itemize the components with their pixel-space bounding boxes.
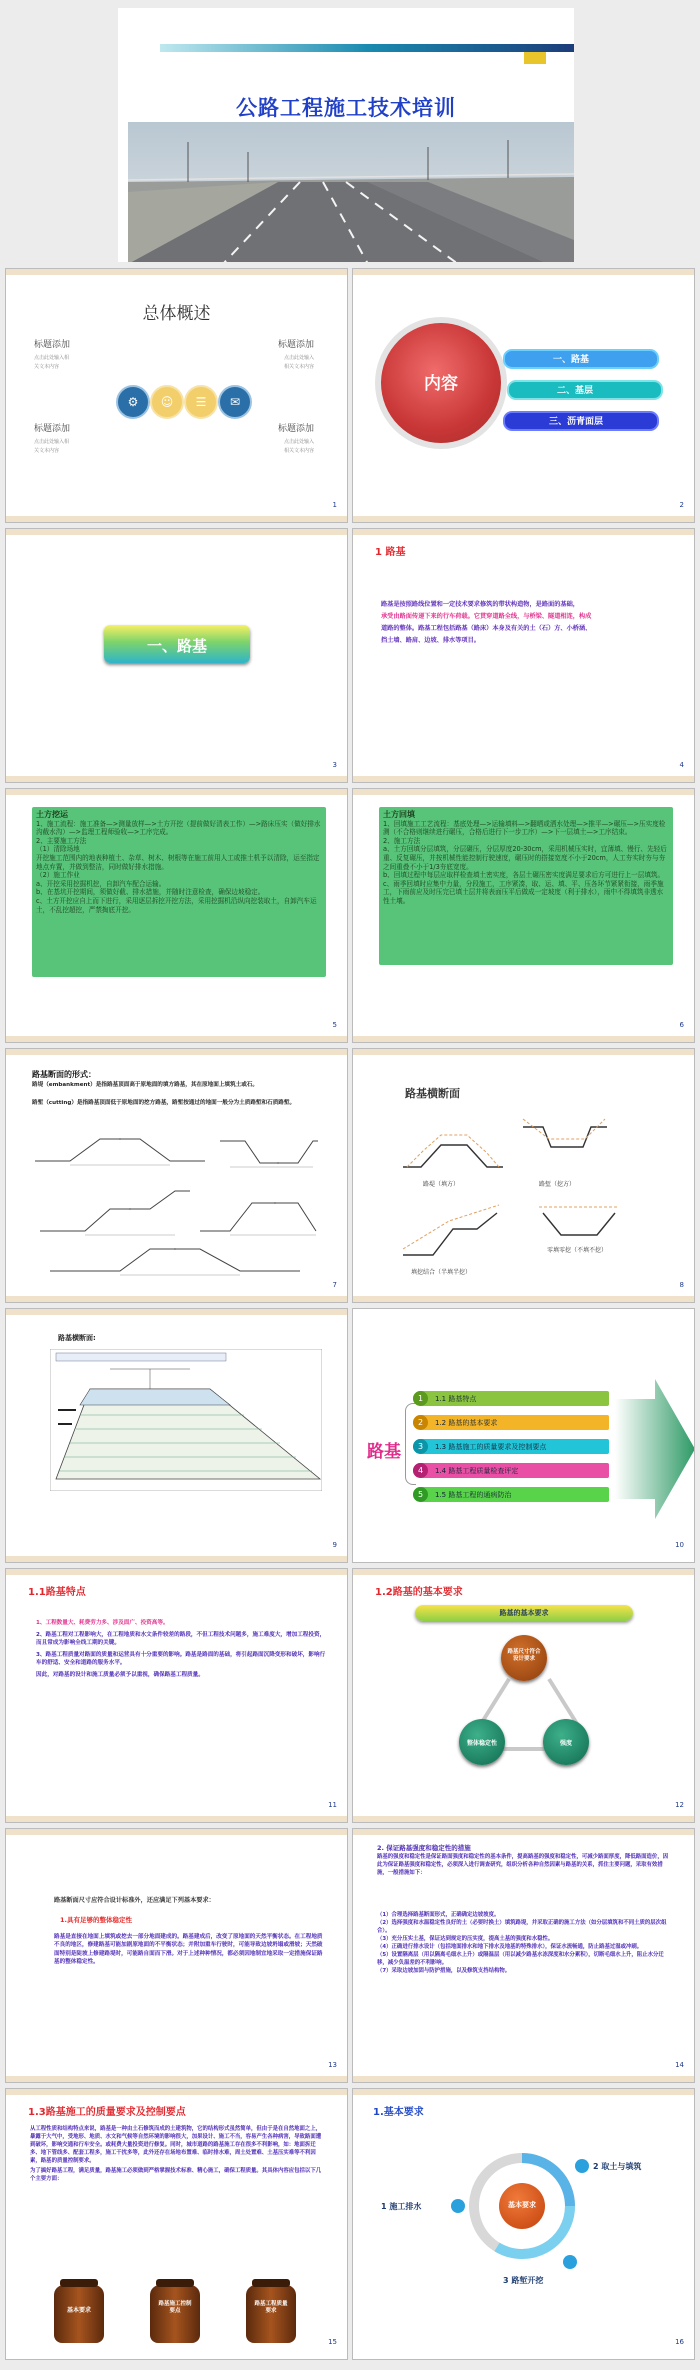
agenda-item-5-label: 1.5 路基工程的通病防治 xyxy=(435,1491,512,1499)
item-heading: 标题添加 xyxy=(278,424,315,434)
menu-item-3-label: 三、沥青面层 xyxy=(549,417,604,427)
footer-band xyxy=(353,776,694,782)
item-heading: 标题添加 xyxy=(34,424,71,434)
slide-10[interactable] xyxy=(5,1308,348,1563)
slide-6[interactable] xyxy=(5,788,348,1043)
slide-title: 1.基本要求 xyxy=(373,2107,424,2118)
header-band xyxy=(353,269,694,275)
circle-right-label: 强度 xyxy=(559,1740,572,1747)
intro: 路基断面尺寸应符合设计标准外，还应满足下列基本要求： xyxy=(54,1897,215,1904)
jar-3 xyxy=(246,2285,296,2343)
circle-icon-4: ✉ xyxy=(218,385,252,419)
header-band xyxy=(353,1829,694,1835)
header-band xyxy=(353,1569,694,1575)
box-line: 1、施工流程：施工准备—>测量放样—>土方开挖（提前做好清表工作）—>路床压实（做好排水沟截水沟）—>监理工程师验收—>工序完成。 xyxy=(36,819,321,837)
heading: 路基断面的形式： xyxy=(32,1070,96,1079)
page-number: 4 xyxy=(679,761,684,769)
box-line: c、土方开挖应自上而下进行，采用逐层拆挖开挖方法，采用挖掘机沿纵向挖装取土，自卸汽车运土，不乱挖超挖，严禁掏底开挖。 xyxy=(36,896,317,914)
agenda-badge-1: 1 xyxy=(413,1391,428,1406)
agenda-item-4-label: 1.4 路基工程质量检查评定 xyxy=(435,1467,519,1475)
page-number: 8 xyxy=(679,1281,684,1289)
measure-3: （3）充分压实土基，保证达到规定的压实度，提高土基的强度和水稳性。 xyxy=(377,1936,554,1942)
body-line: 因此，对路基的设计和施工质量必须予以重视，确保路基工程质量。 xyxy=(36,1671,204,1678)
footer-band xyxy=(6,1816,347,1822)
page-number: 14 xyxy=(675,2061,684,2069)
body-text: 路基的强度和稳定性是保证路面强度和稳定性的基本条件，提高路基的强度和稳定性，可减少路面厚度，降低路面造价，因此为保证路基强度和稳定性，必须深入进行调查研究，组织分析各种自然因素与路基的关系，抓住主要问题，采取有效措施，一般措施如下： xyxy=(377,1854,669,1876)
slide-title: 路基横断面 xyxy=(405,1087,460,1100)
circle-left-label: 整体稳定性 xyxy=(466,1740,497,1747)
menu-item-2-label: 二、基层 xyxy=(557,386,594,396)
body-text: 路基是直接在地面上填筑或挖去一部分地面建成的。路基建成后，改变了原地面的天然平衡状态。在工程地质不良的地区，修建路基可能加剧原地面的不平衡状态；并附加重车行驶时，可能导致边坡坍塌或滑坡；天然破面特别是陡坡上修建路堤时，可能路自面而下滑。对于上述种种情况，都必须因地制宜地采取一定措施保证路基的整体稳定性。 xyxy=(54,1934,323,1966)
caption-2: 路堑（挖方） xyxy=(539,1181,576,1188)
slide-title: 1.2路基的基本要求 xyxy=(375,1587,463,1598)
slide-title: 1.1路基特点 xyxy=(28,1587,86,1598)
footer-band xyxy=(353,516,694,522)
node-1 xyxy=(451,2199,465,2213)
page-number: 2 xyxy=(679,501,684,509)
heading: 2. 保证路基强度和稳定性的措施 xyxy=(377,1844,471,1852)
page-number: 15 xyxy=(328,2338,337,2346)
agenda-item-1-label: 1.1 路基特点 xyxy=(435,1395,477,1403)
measure-4: （4）正确进行排水设计（包括地面排水和地下排水及地基的特殊排水），保证水流畅通，防止路基过湿或冲刷。 xyxy=(377,1944,643,1950)
page-number: 12 xyxy=(675,1801,684,1809)
box-line: 开挖施工范围内的地表种植土、杂草、树木、树根等在施工前用人工或推土机予以清除，运至指定地点弃置，并做到整洁，同时做好排水措施。 xyxy=(36,853,320,871)
jar-lid xyxy=(156,2279,194,2287)
item-heading: 标题添加 xyxy=(34,340,71,350)
page-number: 16 xyxy=(675,2338,684,2346)
agenda-item-3-label: 1.3 路基施工的质量要求及控制要点 xyxy=(435,1443,547,1451)
jar-2 xyxy=(150,2285,200,2343)
jar-1 xyxy=(54,2285,104,2343)
title-bar-top xyxy=(160,44,574,52)
page-number: 6 xyxy=(679,1021,684,1029)
agenda-badge-5: 5 xyxy=(413,1487,428,1502)
body-line: 3、路基工程质量对路面的质量和运营具有十分重要的影响。路基是路面的基础，将引起路面沉降变形和破坏，影响行车的舒适、安全和道路的服务水平。 xyxy=(36,1651,326,1666)
page-number: 3 xyxy=(332,761,337,769)
page-number: 11 xyxy=(328,1801,337,1809)
measure-2: （2）选择强度和水温稳定性良好的土（必要时换土）填筑路堤，并采取正确的施工方法（如分层填筑和不同土质的层次组合）。 xyxy=(377,1920,667,1934)
content-label: 内容 xyxy=(424,374,458,394)
item-desc: 相关文本内容 xyxy=(284,448,315,454)
header-band xyxy=(6,1309,347,1315)
slide-2[interactable] xyxy=(5,268,348,523)
menu-item-1-label: 一、路基 xyxy=(553,355,590,365)
header-band xyxy=(353,789,694,795)
body-line: 道路的整体。路基工程包括路基（路床）本身及有关的土（石）方、小桥涵、 xyxy=(381,625,592,632)
caption-3: 填挖结合（半填半挖） xyxy=(411,1269,472,1276)
slide-11[interactable] xyxy=(352,1308,695,1563)
item-3 xyxy=(34,421,70,454)
jar-lid xyxy=(252,2279,290,2287)
page-number: 7 xyxy=(332,1281,337,1289)
body-text xyxy=(36,1619,326,1679)
body-text xyxy=(381,599,677,647)
circle-icon-2: ☺ xyxy=(150,385,184,419)
header-band xyxy=(6,1829,347,1835)
arrow-graphic xyxy=(615,1379,695,1519)
box-heading: 土方回填 xyxy=(383,810,415,819)
footer-band xyxy=(6,1036,347,1042)
body-para-2: 为了搞好路基工程，满足质量，路基施工必须做到严格掌握技术标准、精心施工，确保工程质量。其具体内容应包括以下几个主要方面： xyxy=(30,2168,322,2182)
slide-15[interactable] xyxy=(352,1828,695,2083)
slide-13[interactable] xyxy=(352,1568,695,1823)
header-band xyxy=(353,529,694,535)
body-line: 承受由路面传递下来的行车荷载。它贯穿道路全线，与桥梁、隧道相连，构成 xyxy=(381,613,592,620)
footer-band xyxy=(6,776,347,782)
footer-band xyxy=(6,1296,347,1302)
header-band xyxy=(6,529,347,535)
item-desc: 关文本内容 xyxy=(34,364,60,370)
header-band xyxy=(6,1569,347,1575)
slide-16[interactable] xyxy=(5,2088,348,2360)
body-line: 2、路基工程对工程影响大，在工程地质和水文条件较差的路段，不但工程技术问题多，施工难度大，增加工程投资，而且常成为影响全线工期的关键。 xyxy=(36,1631,326,1646)
agenda-badge-3: 3 xyxy=(413,1439,428,1454)
slide-title: 1 路基 xyxy=(375,547,406,558)
circle-icon-3: ☰ xyxy=(184,385,218,419)
header-band xyxy=(6,2089,347,2095)
box-line: （1）清除场地 xyxy=(36,845,80,854)
item-desc: 点击此处输入 xyxy=(284,355,315,361)
road-photo xyxy=(128,122,574,262)
item-desc: 点击此处输入相 xyxy=(34,355,70,361)
cross-section-diagram xyxy=(393,1105,653,1283)
slide-12[interactable] xyxy=(5,1568,348,1823)
item-desc: 关文本内容 xyxy=(34,448,60,454)
header-band xyxy=(6,789,347,795)
step-1-label: 1 施工排水 xyxy=(381,2202,422,2211)
circle-top-label: 路基尺寸符合设计要求 xyxy=(507,1649,541,1662)
body-text xyxy=(30,2125,326,2183)
center-label: 基本要求 xyxy=(508,2201,536,2209)
box-line: 1、回填施工工艺流程：基底处理—>运输填料—>翻晒或洒水处理—>推平—>碾压—>压实度检测（不合格则继续进行碾压，合格后进行下一步工序）—>下一层填土—>工序结束。 xyxy=(383,819,666,837)
jar-3-label: 路基工程质量要求 xyxy=(254,2301,288,2314)
measure-list xyxy=(377,1911,673,1975)
item-heading: 标题添加 xyxy=(278,340,315,350)
slide-7[interactable] xyxy=(352,788,695,1043)
header-band xyxy=(353,2089,694,2095)
body-line: 路基是按照路线位置和一定技术要求修筑的带状构造物，是路面的基础， xyxy=(381,601,579,608)
item-1 xyxy=(34,337,70,370)
footer-band xyxy=(353,1296,694,1302)
para-1: 路堤（embankment）是指路基顶面高于原地面的填方路基，其在原地面上填筑土或石。 xyxy=(32,1082,258,1088)
slide-14[interactable] xyxy=(5,1828,348,2083)
footer-band xyxy=(6,2076,347,2082)
jar-2-label: 路基施工控制要点 xyxy=(158,2301,192,2314)
slide-8[interactable] xyxy=(5,1048,348,1303)
agenda-badge-2: 2 xyxy=(413,1415,428,1430)
footer-band xyxy=(353,2076,694,2082)
page-number: 1 xyxy=(332,501,337,509)
header-band xyxy=(6,1049,347,1055)
page-number: 5 xyxy=(332,1021,337,1029)
footer-band xyxy=(6,516,347,522)
caption-4: 零填零挖（不填不挖） xyxy=(547,1247,608,1254)
body-para-1: 从工程性质和结构特点来说，路基是一种由土石修筑而成的土建筑物，它的结构形式虽然简单，但由于是在自然地面之上，暴露于大气中，受地形、地质、水文和气候等自然环境的影响很大，加果设计、施工不当，容易产生各种病害，导致路面遭到破坏，影响交通和行车安全。或耗费大量投资进行修复。同时，城市道路的路基施工存在很多不利影响，如：地面拆迁多、地下管线多、配套工程多，施工干扰多等，此外还存在场地布置难、临时排水难，周土处置难、土基压实难等不利因素，路基的质量控制要求。 xyxy=(30,2126,322,2164)
box-line: c、雨季回填时应集中力量，分段施工，工序紧凑，取、运、填、平、压各环节紧紧衔接，雨季施工，下雨前应及时压完已填土层并将表面压平后做成一定坡度（利于排水），雨中不得填筑非透水性土壤。 xyxy=(383,879,664,905)
agenda-badge-4: 4 xyxy=(413,1463,428,1478)
node-3 xyxy=(563,2255,577,2269)
body-line: 挡土墙、路肩、边坡、排水等项目。 xyxy=(381,637,480,644)
title-text: 公路工程施工技术培训 xyxy=(236,96,456,120)
title-bar-accent xyxy=(524,52,546,64)
slide-9[interactable] xyxy=(352,1048,695,1303)
measure-6: （7）采取边坡加固与防护措施，以及修筑支挡结构物。 xyxy=(377,1968,511,1974)
text-box xyxy=(32,807,326,977)
measure-5: （5）设置隔离层（用以隔离毛细水上升）或隔温层（用以减少路基水冻深度和水分累积），切断毛细水上升，阻止水分迁移，减少负温差的不利影响。 xyxy=(377,1952,664,1966)
box-line: （2）施工作业 xyxy=(36,871,80,880)
footer-band xyxy=(6,1556,347,1562)
agenda-item-2-label: 1.2 路基的基本要求 xyxy=(435,1419,498,1427)
item-desc: 点击此处输入 xyxy=(284,439,315,445)
slide-17[interactable] xyxy=(352,2088,695,2360)
page-number: 13 xyxy=(328,2061,337,2069)
step-3-label: 3 路堑开挖 xyxy=(503,2276,544,2285)
slide-title: 路基横断面: xyxy=(58,1334,96,1342)
item-2 xyxy=(278,337,314,370)
slide-title: 1.3路基施工的质量要求及控制要点 xyxy=(28,2107,186,2118)
box-line: 2、主要施工方法 xyxy=(36,836,87,845)
item-desc: 相关文本内容 xyxy=(284,364,315,370)
footer-band xyxy=(353,1816,694,1822)
box-line: b、在基坑开挖期间，须做好截、排水措施，并随时注意检查，确保边坡稳定。 xyxy=(36,888,265,897)
banner-label: 路基的基本要求 xyxy=(499,1609,549,1617)
item-4 xyxy=(278,421,314,454)
subheading: 1.具有足够的整体稳定性 xyxy=(60,1916,132,1924)
text-box xyxy=(379,807,673,965)
page-number: 9 xyxy=(332,1541,337,1549)
node-2 xyxy=(575,2159,589,2173)
item-desc: 点击此处输入相 xyxy=(34,439,70,445)
slide-3[interactable] xyxy=(352,268,695,523)
box-line: a、开挖采用挖掘机挖，自卸汽车配合运输。 xyxy=(36,879,166,888)
jar-lid xyxy=(60,2279,98,2287)
body-line: 1、工程数量大、耗费劳力多、涉及面广、投资高等。 xyxy=(36,1620,169,1626)
caption-1: 路堤（填方） xyxy=(423,1181,460,1188)
slide-5[interactable] xyxy=(352,528,695,783)
header-band xyxy=(353,1049,694,1055)
jar-1-label: 基本要求 xyxy=(66,2307,91,2314)
section-label: 一、路基 xyxy=(146,637,207,655)
slide-title: 总体概述 xyxy=(142,304,211,324)
box-heading: 土方挖运 xyxy=(36,810,68,819)
slide-label: 路基 xyxy=(367,1442,401,1462)
detailed-cross-section xyxy=(50,1349,322,1491)
footer-band xyxy=(353,1036,694,1042)
box-line: a、土方回填分层填筑，分层碾压，分层厚度20-30cm，采用机械压实时，宜薄填、慢行、先轻后重、反复碾压，并按机械性能控制行驶速度，碾压时的搭接宽度不小于20cm，人工夯实时夯与夯之间重叠不小于1/3夯底宽度。 xyxy=(383,845,667,871)
para-2: 路堑（cutting）是指路基顶面低于原地面的挖方路基，路堑按通过的地面一般分为土质路堑和石质路堑。 xyxy=(32,1100,296,1106)
circle-icon-1: ⚙ xyxy=(116,385,150,419)
step-2-label: 2 取土与填筑 xyxy=(593,2162,642,2171)
box-line: 2、施工方法 xyxy=(383,836,421,845)
slide-1[interactable] xyxy=(118,8,574,262)
embankment-diagram xyxy=(30,1121,320,1287)
slide-4[interactable] xyxy=(5,528,348,783)
header-band xyxy=(6,269,347,275)
measure-1: （1）合理选择路基断面形式，正确确定边坡坡度。 xyxy=(377,1912,500,1918)
page-number: 10 xyxy=(675,1541,684,1549)
box-line: b、回填过程中每层应取样检查填土密实度，各层土碾压密实度满足要求后方可进行上一层填筑。 xyxy=(383,871,665,880)
